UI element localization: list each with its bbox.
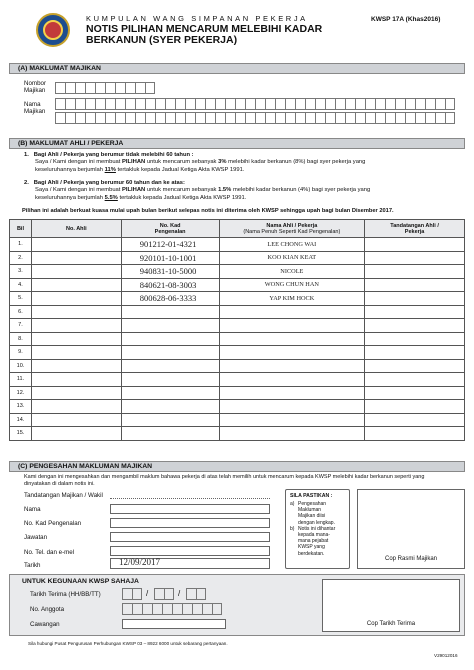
row-bil: 4.: [10, 278, 32, 292]
row-bil: 8.: [10, 332, 32, 346]
footer-note: Sila hubungi Pusat Pengurusan Perhubungan KWSP 03 – 8922 6000 untuk sebarang pertanyaan.: [28, 641, 228, 646]
item1-rate: 3%: [218, 159, 227, 166]
col-no-ahli: No. Ahli: [31, 220, 121, 238]
cop-rasmi-box[interactable]: [357, 489, 465, 569]
pastikan-a-l4: dengan lengkap.: [298, 519, 335, 526]
table-row: [10, 265, 465, 279]
cop-tarikh-terima-box[interactable]: [322, 579, 460, 632]
signature-label: Tandatangan Majikan / Wakil: [24, 492, 103, 499]
item2-text-f: keseluruhannya berjumlah: [35, 194, 103, 201]
row-no-ahli[interactable]: [31, 413, 121, 427]
row-bil: 1.: [10, 238, 32, 252]
row-nama[interactable]: [219, 346, 365, 360]
row-bil: 11.: [10, 373, 32, 387]
row-nama[interactable]: [219, 359, 365, 373]
effective-notice: Pilihan ini adalah berkuat kuasa mulai upah bulan berikut selepas notis ini diterima oleh KWSP sehingga upah bagi bulan Disember 2017.: [22, 208, 394, 214]
row-no-ahli[interactable]: [31, 319, 121, 333]
table-row: [10, 332, 465, 346]
item1-number: 1.: [24, 152, 29, 158]
col-no-kad: [121, 220, 219, 238]
row-ic[interactable]: [121, 305, 219, 319]
footer-version: V29012016: [434, 653, 458, 658]
ic-field[interactable]: [110, 518, 270, 528]
col-tandatangan-line2: Pekerja: [404, 228, 425, 235]
table-row: [10, 373, 465, 387]
row-bil: 3.: [10, 265, 32, 279]
row-ic[interactable]: [121, 413, 219, 427]
item1-text-g: tertakluk kepada Jadual Ketiga Akta KWSP 1991.: [117, 166, 245, 173]
nama-label: Nama: [24, 506, 41, 513]
row-ic[interactable]: [121, 359, 219, 373]
col-bil: Bil: [10, 220, 32, 238]
row-nama[interactable]: [219, 400, 365, 414]
section-c-header: (C) PENGESAHAN MAKLUMAN MAJIKAN: [9, 461, 465, 472]
form-title-line1: NOTIS PILIHAN MENCARUM MELEBIHI KADAR: [86, 23, 323, 35]
pastikan-b-l3: mana pejabat: [298, 538, 329, 545]
row-ic[interactable]: 901212-01-4321: [121, 238, 219, 252]
row-ic[interactable]: 800628-06-3333: [121, 292, 219, 306]
item1-pilihan: PILIHAN: [122, 159, 146, 166]
tarikh-value: 12/09/2017: [119, 557, 161, 567]
pastikan-title: SILA PASTIKAN :: [290, 493, 333, 499]
nama-field[interactable]: [110, 504, 270, 514]
table-row: [10, 413, 465, 427]
row-ic[interactable]: [121, 319, 219, 333]
row-bil: 2.: [10, 251, 32, 265]
row-nama[interactable]: WONG CHUN HAN: [219, 278, 365, 292]
item1-text-c: untuk mencarum sebanyak: [146, 159, 217, 166]
pastikan-a-no: a): [290, 501, 295, 507]
row-signature[interactable]: [365, 251, 465, 265]
pastikan-a-text: [298, 501, 335, 526]
table-row: [10, 427, 465, 441]
row-no-ahli[interactable]: [31, 386, 121, 400]
item2-text-a: Saya / Kami dengan ini membuat: [35, 187, 121, 194]
row-no-ahli[interactable]: [31, 251, 121, 265]
tarikh-terima-month[interactable]: [154, 588, 174, 600]
ic-label: No. Kad Pengenalan: [24, 520, 82, 527]
row-no-ahli[interactable]: [31, 400, 121, 414]
row-bil: 5.: [10, 292, 32, 306]
row-no-ahli[interactable]: [31, 292, 121, 306]
row-no-ahli[interactable]: [31, 278, 121, 292]
date-slash-2: /: [178, 589, 181, 598]
row-nama[interactable]: [219, 305, 365, 319]
item2-number: 2.: [24, 180, 29, 186]
row-nama[interactable]: YAP KIM HOCK: [219, 292, 365, 306]
row-ic[interactable]: 940831-10-5000: [121, 265, 219, 279]
form-title: [86, 24, 346, 46]
nama-majikan-field-row1[interactable]: [55, 98, 455, 110]
row-nama[interactable]: [219, 319, 365, 333]
row-ic[interactable]: [121, 400, 219, 414]
row-nama[interactable]: NICOLE: [219, 265, 365, 279]
row-ic[interactable]: [121, 373, 219, 387]
item2-total-rate: 5.5%: [104, 194, 118, 201]
row-bil: 12.: [10, 386, 32, 400]
row-signature[interactable]: [365, 332, 465, 346]
item1-text-f: keseluruhannya berjumlah: [35, 166, 103, 173]
nama-majikan-label: [24, 101, 45, 115]
row-no-ahli[interactable]: [31, 359, 121, 373]
col-tandatangan-line1: Tandatangan Ahli /: [390, 222, 439, 229]
table-row: [10, 400, 465, 414]
tarikh-terima-day[interactable]: [122, 588, 142, 600]
row-bil: 6.: [10, 305, 32, 319]
row-no-ahli[interactable]: [31, 332, 121, 346]
row-bil: 15.: [10, 427, 32, 441]
form-title-line2: BERKANUN (SYER PEKERJA): [86, 34, 238, 46]
col-no-kad-line2: Pengenalan: [154, 228, 186, 235]
row-signature[interactable]: [365, 346, 465, 360]
row-bil: 9.: [10, 346, 32, 360]
row-signature[interactable]: [365, 305, 465, 319]
row-signature[interactable]: [365, 238, 465, 252]
item1-text-a: Saya / Kami dengan ini membuat: [35, 159, 121, 166]
nombor-label-line2: Majikan: [24, 87, 46, 94]
nama-label-line1: Nama: [24, 101, 41, 108]
pastikan-b-text: [298, 526, 335, 557]
tarikh-field[interactable]: [110, 558, 270, 569]
logo-emblem-icon: [43, 20, 63, 40]
item2-text-g: tertakluk kepada Jadual Ketiga Akta KWSP 1991.: [119, 194, 247, 201]
cawangan-field[interactable]: [122, 619, 226, 629]
cop-tarikh-label: Cop Tarikh Terima: [366, 621, 416, 627]
no-anggota-field[interactable]: [122, 603, 222, 615]
item2-text-c: untuk mencarum sebanyak: [146, 187, 217, 194]
table-row: [10, 305, 465, 319]
intro-line2: dinyatakan di dalam notis ini.: [24, 481, 95, 487]
jawatan-field[interactable]: [110, 532, 270, 542]
form-code: KWSP 17A (Khas2016): [371, 16, 441, 23]
pastikan-a: [286, 499, 349, 526]
row-nama[interactable]: KOO KIAN KEAT: [219, 251, 365, 265]
table-row: [10, 292, 465, 306]
row-nama[interactable]: [219, 413, 365, 427]
organisation-name: KUMPULAN WANG SIMPANAN PEKERJA: [86, 14, 308, 23]
tarikh-terima-year[interactable]: [186, 588, 206, 600]
row-nama[interactable]: [219, 332, 365, 346]
nama-label-line2: Majikan: [24, 108, 46, 115]
item2-rate: 1.5%: [218, 187, 232, 194]
member-table: [9, 219, 465, 441]
row-ic[interactable]: 920101-10-1001: [121, 251, 219, 265]
item1-heading: Bagi Ahli / Pekerja yang berumur tidak melebihi 60 tahun :: [33, 152, 194, 158]
pastikan-b-l5: berdekatan.: [298, 550, 325, 557]
row-signature[interactable]: [365, 386, 465, 400]
nama-majikan-field-row2[interactable]: [55, 112, 455, 124]
section-b-header: (B) MAKLUMAT AHLI / PEKERJA: [9, 138, 465, 149]
row-nama[interactable]: [219, 373, 365, 387]
table-row: [10, 278, 465, 292]
row-signature[interactable]: [365, 278, 465, 292]
item2-text-e: melebihi kadar berkanun (4%) bagi syer pekerja yang: [232, 187, 371, 194]
section-a-header: (A) MAKLUMAT MAJIKAN: [9, 63, 465, 74]
row-bil: 14.: [10, 413, 32, 427]
table-header-row: [10, 220, 465, 238]
row-signature[interactable]: [365, 319, 465, 333]
item2-block: [24, 180, 464, 202]
date-slash-1: /: [146, 589, 149, 598]
pastikan-a-l1: Pengesahan: [298, 501, 327, 507]
row-nama[interactable]: [219, 427, 365, 441]
row-nama[interactable]: [219, 386, 365, 400]
row-bil: 7.: [10, 319, 32, 333]
row-no-ahli[interactable]: [31, 238, 121, 252]
row-ic[interactable]: 840621-08-3003: [121, 278, 219, 292]
no-anggota-label: No. Anggota: [30, 606, 65, 613]
row-no-ahli[interactable]: [31, 265, 121, 279]
row-no-ahli[interactable]: [31, 346, 121, 360]
row-signature[interactable]: [365, 373, 465, 387]
row-signature[interactable]: [365, 359, 465, 373]
nombor-majikan-field[interactable]: [55, 82, 155, 94]
row-ic[interactable]: [121, 386, 219, 400]
table-row: [10, 346, 465, 360]
section-c-intro: [24, 474, 464, 488]
table-row: [10, 251, 465, 265]
kwsp-use-title: UNTUK KEGUNAAN KWSP SAHAJA: [22, 578, 139, 585]
row-bil: 13.: [10, 400, 32, 414]
item1-block: [24, 152, 464, 174]
table-row: [10, 386, 465, 400]
tarikh-label: Tarikh: [24, 562, 41, 569]
row-nama[interactable]: LEE CHONG WAI: [219, 238, 365, 252]
pastikan-b: [286, 526, 349, 557]
col-tandatangan: [365, 220, 465, 238]
row-ic[interactable]: [121, 332, 219, 346]
row-ic[interactable]: [121, 427, 219, 441]
col-nama: [219, 220, 365, 238]
row-signature[interactable]: [365, 265, 465, 279]
row-no-ahli[interactable]: [31, 427, 121, 441]
kwsp-logo: [36, 13, 70, 47]
col-nama-line2: (Nama Penuh Seperti Kad Pengenalan): [243, 228, 341, 235]
row-ic[interactable]: [121, 346, 219, 360]
signature-line[interactable]: [110, 498, 270, 499]
item1-total-rate: 11%: [104, 166, 116, 173]
item1-text-e: melebihi kadar berkanun (8%) bagi syer pekerja yang: [228, 159, 366, 166]
jawatan-label: Jawatan: [24, 534, 48, 541]
tel-field[interactable]: [110, 546, 270, 556]
row-signature[interactable]: [365, 292, 465, 306]
sila-pastikan-box: [285, 489, 350, 569]
item2-pilihan: PILIHAN: [122, 187, 146, 194]
col-nama-line1: Nama Ahli / Pekerja: [266, 222, 318, 229]
table-row: [10, 319, 465, 333]
row-signature[interactable]: [365, 400, 465, 414]
tarikh-terima-label: Tarikh Terima (HH/BB/TT): [30, 591, 101, 598]
pastikan-b-l4: KWSP yang: [298, 544, 325, 551]
pastikan-b-l2: kepada mana-: [298, 532, 330, 539]
item2-heading: Bagi Ahli / Pekerja yang berumur 60 tahun dan ke atas:: [33, 180, 185, 186]
row-no-ahli[interactable]: [31, 373, 121, 387]
nombor-majikan-label: [24, 80, 46, 94]
nombor-label-line1: Nombor: [24, 80, 47, 87]
intro-line1: Kami dengan ini mengesahkan dan mengambil maklum bahawa pekerja di atas telah memilih untuk mencarum kepada KWSP melebihi kadar berkanun seperti yang: [24, 474, 425, 480]
pastikan-b-no: b): [290, 525, 295, 532]
row-signature[interactable]: [365, 413, 465, 427]
col-no-kad-line1: No. Kad: [159, 222, 181, 229]
row-bil: 10.: [10, 359, 32, 373]
pastikan-b-l1: Notis ini dihantar: [298, 525, 336, 532]
row-no-ahli[interactable]: [31, 305, 121, 319]
row-signature[interactable]: [365, 427, 465, 441]
pastikan-a-l2: Makluman: [298, 507, 322, 514]
tel-label: No. Tel. dan e-mel: [24, 549, 75, 556]
table-row: [10, 359, 465, 373]
cawangan-label: Cawangan: [30, 621, 60, 628]
table-row: [10, 238, 465, 252]
cop-rasmi-label: Cop Rasmi Majikan: [384, 556, 438, 562]
pastikan-a-l3: Majikan diisi: [298, 513, 326, 520]
